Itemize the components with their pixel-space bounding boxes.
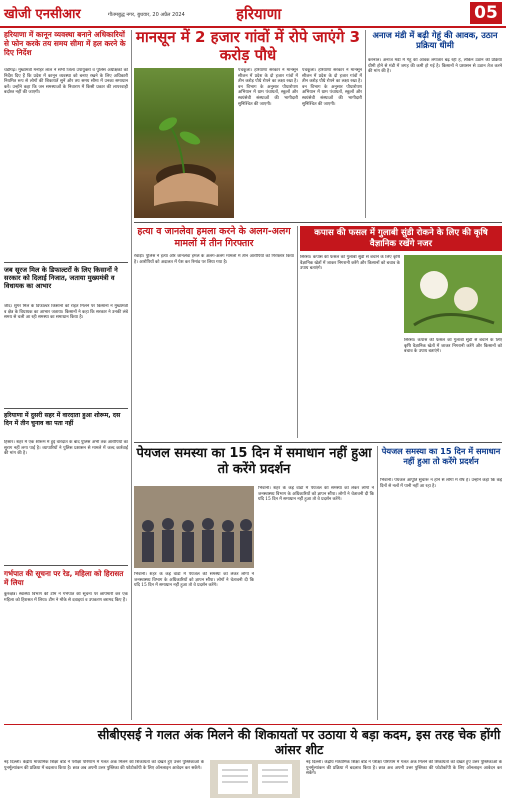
cm-directive-headline: हरियाणा में कानून व्यवस्था बनाने अधिकारियों से फोन करके तय समय सीमा में हल करने के दिए निर्देश	[4, 30, 126, 57]
cotton-body-2: सिरसा। कपास की फसल को गुलाबी सुंडी से बचाने के लिए कृषि वैज्ञानिक खेतों में जाकर निगरानी करेंगे और किसानों को बचाव के उपाय बताएंगे।	[404, 338, 502, 355]
column-divider	[377, 446, 378, 720]
divider	[4, 724, 502, 725]
monsoon-body-1: पंचकूला। हरियाणा सरकार ने मानसून सीजन में प्रदेश के दो हजार गांवों में तीन करोड़ पौधे रोपने का लक्ष्य रखा है। वन विभाग के अनुसार पौधारोपण अभियान में ग्राम पंचायतों, स्कूलों और स्वयंसेवी संस्थाओं की भागीदारी सुनिश्चित की जाएगी।	[238, 68, 298, 107]
farmers-body: जींद। शुगर मिल के डिफाल्टर किसानों को राहत मिलने पर किसानों ने मुख्यमंत्री व क्षेत्र के विधायक का आभार जताया। किसानों ने कहा कि सरकार ने उनकी लंबे समय से चली आ रही समस्या का समाधान किया है।	[4, 304, 128, 321]
column-divider	[131, 30, 132, 720]
divider	[4, 408, 128, 409]
column-divider	[297, 226, 298, 438]
page-number: 05	[470, 2, 502, 24]
water-right-headline: पेयजल समस्या का 15 दिन में समाधान नहीं हुआ तो करेंगे प्रदर्शन	[381, 446, 501, 466]
hisar-body: हिसार। शहर में एक शोरूम में हुई वारदात के बाद पुलिस अभी तक आरोपियों का सुराग नहीं लगा पाई है। व्यापारियों ने पुलिस प्रशासन से मामले में जल्द कार्रवाई की मांग की है।	[4, 440, 128, 457]
section-title: हरियाणा	[236, 5, 282, 23]
wheat-body: करनाल। अनाज मंडी में गेहूं की आवक लगातार बढ़ रही है, लेकिन उठान की प्रक्रिया धीमी होने से मंडी में जगह की कमी हो गई है। किसानों ने प्रशासन से उठान तेज करने की मांग की है।	[368, 58, 502, 75]
divider	[4, 565, 128, 566]
divider	[4, 262, 128, 263]
divider	[134, 222, 502, 223]
cm-directive-body: चंडीगढ़। मुख्यमंत्री मनोहर लाल ने सभी जिला उपायुक्तों व पुलिस अधीक्षकों को निर्देश दिए हैं कि प्रदेश में कानून व्यवस्था को बनाए रखने के लिए अधिकारी नियमित रूप से लोगों की शिकायतें सुनें और तय समय सीमा में उनका समाधान करें। उन्होंने कहा कि जन समस्याओं के निवारण में किसी प्रकार की लापरवाही बर्दाश्त नहीं की जाएगी।	[4, 68, 128, 96]
water-left-body-2: भिवानी। शहर के कई वार्डों में पेयजल की समस्या को लेकर लोगों ने जनस्वास्थ्य विभाग के अधिकारियों को ज्ञापन सौंपा। लोगों ने चेतावनी दी कि यदि 15 दिन में समाधान नहीं हुआ तो वे प्रदर्शन करेंगे।	[134, 572, 254, 589]
paper-name: खोजी एनसीआर	[4, 7, 81, 22]
murder-headline: हत्या व जानलेवा हमला करने के अलग-अलग मामलों में तीन गिरफ्तार	[137, 226, 291, 249]
cotton-photo	[404, 255, 502, 333]
murder-body: रेवाड़ी। पुलिस ने हत्या और जानलेवा हमले के अलग-अलग मामलों में तीन आरोपियों को गिरफ्तार किया है। आरोपियों को अदालत में पेश कर रिमांड पर लिया गया है।	[134, 254, 294, 265]
hisar-headline: हरियाणा में दुसरी सहर में वारदाता हुआ शोरूम, दस दिन में तीन चुनाव का पता नहीं	[4, 412, 121, 427]
farmers-headline: जब सूरज मिल के डिफाल्टरों के लिए किसानों ने सरकार को दिलाई निजात, जताया मुख्यमंत्री व विधायक का आभार	[4, 266, 118, 290]
water-left-headline: पेयजल समस्या का 15 दिन में समाधान नहीं हुआ तो करेंगे प्रदर्शन	[136, 446, 372, 477]
cbse-headline: सीबीएसई ने गलत अंक मिलने की शिकायतों पर उठाया ये बड़ा कदम, इस तरह चेक होंगी आंसर शीट	[97, 727, 501, 757]
dateline: गौतमबुद्ध नगर, बुधवार, 20 अप्रैल 2024	[108, 12, 185, 18]
protest-photo	[134, 486, 254, 568]
pregnant-headline: गर्भपात की सूचना पर रेड, महिला को हिरासत में लिया	[4, 569, 124, 587]
column-divider	[365, 30, 366, 218]
cbse-body: नई दिल्ली। केंद्रीय माध्यमिक शिक्षा बोर्ड ने परीक्षा परिणाम में गलत अंक मिलने की शिकायतों को देखते हुए उत्तर पुस्तिकाओं के पुनर्मूल्यांकन की प्रक्रिया में बदलाव किया है। छात्र अब अपनी उत्तर पुस्तिका की फोटोकॉपी के लिए ऑनलाइन आवेदन कर सकेंगे।	[4, 760, 204, 771]
monsoon-body-2: पंचकूला। हरियाणा सरकार ने मानसून सीजन में प्रदेश के दो हजार गांवों में तीन करोड़ पौधे रोपने का लक्ष्य रखा है। वन विभाग के अनुसार पौधारोपण अभियान में ग्राम पंचायतों, स्कूलों और स्वयंसेवी संस्थाओं की भागीदारी सुनिश्चित की जाएगी।	[302, 68, 362, 107]
cotton-headline: कपास की फसल में गुलाबी सुंडी रोकने के लिए की कृषि वैज्ञानिक रखेंगे नजर	[300, 226, 502, 251]
cotton-body: सिरसा। कपास की फसल को गुलाबी सुंडी से बचाने के लिए कृषि वैज्ञानिक खेतों में जाकर निगरानी करेंगे और किसानों को बचाव के उपाय बताएंगे।	[300, 255, 400, 272]
pregnant-body: कुरुक्षेत्र। स्वास्थ्य विभाग की टीम ने गर्भपात की सूचना पर छापेमारी कर एक महिला को हिरासत में लिया। टीम ने मौके से दवाइयां व उपकरण बरामद किए हैं।	[4, 592, 128, 603]
cbse-body-2: नई दिल्ली। केंद्रीय माध्यमिक शिक्षा बोर्ड ने परीक्षा परिणाम में गलत अंक मिलने की शिकायतों को देखते हुए उत्तर पुस्तिकाओं के पुनर्मूल्यांकन की प्रक्रिया में बदलाव किया है। छात्र अब अपनी उत्तर पुस्तिका की फोटोकॉपी के लिए ऑनलाइन आवेदन कर सकेंगे।	[306, 760, 502, 777]
monsoon-headline: मानसून में 2 हजार गांवों में रोपे जाएंगे 3 करोड़ पौधे	[135, 28, 361, 64]
divider	[134, 442, 502, 443]
wheat-headline: अनाज मंडी में बढ़ी गेहूं की आवक, उठान प्रक्रिया धीमी	[372, 30, 498, 50]
water-right-body: भिवानी। पेयजल आपूर्ति सुचारू न होने से लोगों में रोष है। उन्होंने कहा कि कई दिनों से नलों में पानी नहीं आ रहा है।	[380, 478, 502, 489]
answer-sheet-photo	[210, 760, 300, 798]
plant-photo	[134, 68, 234, 218]
water-left-body: भिवानी। शहर के कई वार्डों में पेयजल की समस्या को लेकर लोगों ने जनस्वास्थ्य विभाग के अधिकारियों को ज्ञापन सौंपा। लोगों ने चेतावनी दी कि यदि 15 दिन में समाधान नहीं हुआ तो वे प्रदर्शन करेंगे।	[258, 486, 374, 503]
